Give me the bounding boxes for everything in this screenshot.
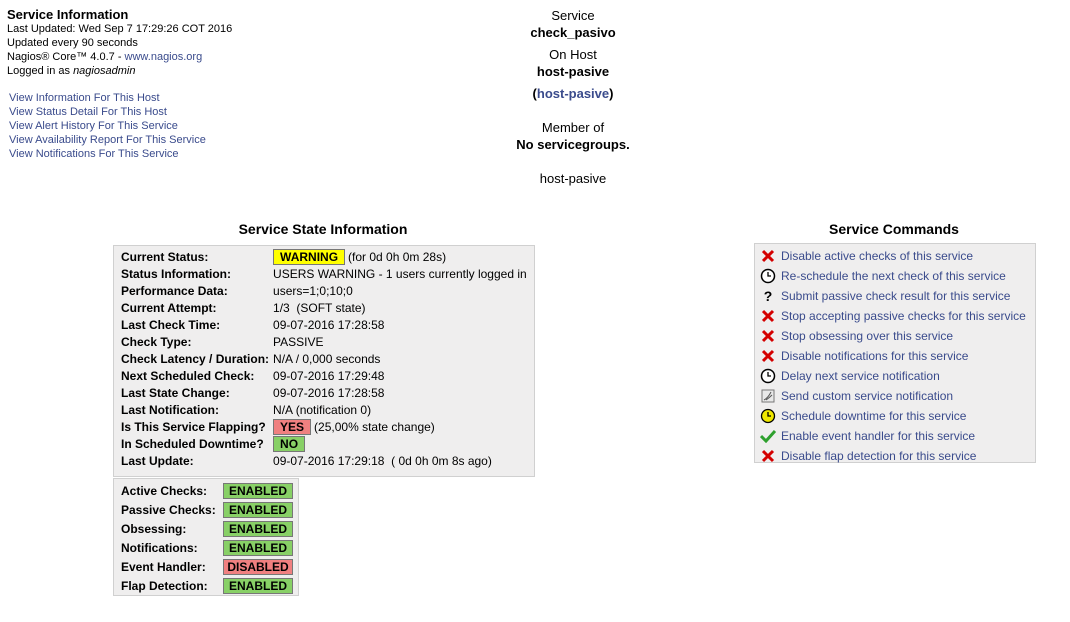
row-label: Passive Checks: [121, 502, 216, 517]
row-value: 09-07-2016 17:28:58 [273, 385, 385, 400]
host-name: host-pasive [536, 64, 610, 79]
flapping-detail: (25,00% state change) [314, 419, 435, 434]
link-notifications[interactable]: View Notifications For This Service [9, 148, 179, 160]
link-host-status[interactable]: View Status Detail For This Host [9, 106, 167, 118]
x-icon [760, 308, 776, 324]
row-label: Is This Service Flapping? [121, 419, 266, 434]
disable-flap-detection-link[interactable]: Disable flap detection for this service [781, 449, 977, 463]
service-info-box [7, 7, 232, 161]
on-host-label: On Host [549, 47, 597, 62]
x-icon [760, 248, 776, 264]
row-label: Status Information: [121, 266, 231, 281]
table-row [119, 576, 295, 595]
nagios-link[interactable]: www.nagios.org [124, 51, 203, 63]
row-value [271, 248, 529, 265]
nagios-prefix: Nagios® Core™ 4.0.7 - [7, 51, 125, 63]
service-name: check_pasivo [530, 25, 616, 40]
row-value [221, 538, 295, 557]
last-updated: Last Updated: Wed Sep 7 17:29:26 COT 2016 [7, 23, 233, 35]
member-value: No servicegroups. [516, 137, 630, 152]
table-row [119, 519, 295, 538]
row-value: 1/3 (SOFT state) [273, 300, 366, 315]
row-label: Next Scheduled Check: [121, 368, 255, 383]
status-badge: WARNING [273, 249, 345, 265]
row-label: Last Notification: [121, 402, 219, 417]
row-label: Notifications: [121, 540, 198, 555]
row-label: In Scheduled Downtime? [121, 436, 264, 451]
status-badge: ENABLED [223, 502, 293, 518]
link-host-info[interactable]: View Information For This Host [9, 92, 160, 104]
row-label: Last Check Time: [121, 317, 221, 332]
row-value: 09-07-2016 17:29:18 ( 0d 0h 0m 8s ago) [273, 453, 492, 468]
table-row [119, 265, 529, 282]
submit-passive-link[interactable]: Submit passive check result for this service [781, 289, 1011, 303]
logged-user: nagiosadmin [73, 65, 136, 77]
stop-obsessing-link[interactable]: Stop obsessing over this service [781, 329, 954, 343]
x-icon [760, 328, 776, 344]
row-label: Last Update: [121, 453, 194, 468]
host-address: host-pasive [539, 171, 607, 186]
custom-notification-link[interactable]: Send custom service notification [781, 389, 954, 403]
host-link[interactable]: host-pasive [536, 86, 610, 101]
table-row [119, 367, 529, 384]
row-label: Current Attempt: [121, 300, 217, 315]
row-label: Last State Change: [121, 385, 230, 400]
member-label: Member of [541, 120, 605, 135]
row-label: Check Latency / Duration: [121, 351, 270, 366]
row-value: 09-07-2016 17:28:58 [273, 317, 385, 332]
row-value: USERS WARNING - 1 users currently logged in [273, 266, 527, 281]
command-item[interactable] [755, 246, 1035, 266]
link-availability[interactable]: View Availability Report For This Service [9, 134, 206, 146]
command-item[interactable] [755, 266, 1035, 286]
checks-status-table [113, 478, 299, 596]
service-state-table [113, 245, 535, 477]
update-interval: Updated every 90 seconds [7, 37, 138, 49]
row-label: Performance Data: [121, 283, 228, 298]
command-item[interactable] [755, 326, 1035, 346]
table-row [119, 401, 529, 418]
table-row [119, 299, 529, 316]
command-item[interactable] [755, 286, 1035, 306]
row-label: Event Handler: [121, 559, 206, 574]
table-row [119, 384, 529, 401]
link-alert-history[interactable]: View Alert History For This Service [9, 120, 178, 132]
command-item[interactable] [755, 366, 1035, 386]
row-label: Flap Detection: [121, 578, 208, 593]
status-badge: ENABLED [223, 540, 293, 556]
paren-close: ) [609, 86, 614, 101]
notify-icon [760, 388, 776, 404]
table-row [119, 282, 529, 299]
status-duration: (for 0d 0h 0m 28s) [348, 249, 447, 264]
service-label: Service [551, 8, 595, 23]
command-item[interactable] [755, 446, 1035, 466]
clock-icon [760, 268, 776, 284]
state-title: Service State Information [238, 221, 408, 237]
command-item[interactable] [755, 426, 1035, 446]
info-title: Service Information [7, 7, 129, 22]
table-row [119, 418, 529, 435]
info-links [9, 91, 232, 161]
x-icon [760, 348, 776, 364]
row-label: Active Checks: [121, 483, 208, 498]
row-value: N/A (notification 0) [273, 402, 372, 417]
enable-event-handler-link[interactable]: Enable event handler for this service [781, 429, 976, 443]
disable-notifications-link[interactable]: Disable notifications for this service [781, 349, 969, 363]
host-link-line [473, 85, 673, 102]
table-row [119, 452, 529, 469]
status-badge: ENABLED [223, 521, 293, 537]
row-value: users=1;0;10;0 [273, 283, 353, 298]
table-row [119, 350, 529, 367]
command-item[interactable] [755, 386, 1035, 406]
status-badge: ENABLED [223, 578, 293, 594]
check-icon [760, 428, 776, 444]
clock-icon [760, 368, 776, 384]
schedule-downtime-link[interactable]: Schedule downtime for this service [781, 409, 967, 423]
row-value: 09-07-2016 17:29:48 [273, 368, 385, 383]
row-value [271, 418, 529, 435]
table-row [119, 435, 529, 452]
disable-active-checks-link[interactable]: Disable active checks of this service [781, 249, 974, 263]
row-label: Obsessing: [121, 521, 187, 536]
service-host-header [473, 7, 673, 187]
nagios-version [7, 50, 232, 64]
service-commands [754, 243, 1036, 463]
paren-open: ( [532, 86, 537, 101]
row-value [221, 519, 295, 538]
delay-notification-link[interactable]: Delay next service notification [781, 369, 940, 383]
table-row [119, 248, 529, 265]
command-item[interactable] [755, 346, 1035, 366]
row-value [221, 557, 295, 576]
row-label: Check Type: [121, 334, 192, 349]
downtime-icon [760, 408, 776, 424]
flapping-badge: YES [273, 419, 311, 435]
status-badge: DISABLED [223, 559, 293, 575]
x-icon [760, 448, 776, 464]
row-value: N/A / 0,000 seconds [273, 351, 381, 366]
stop-passive-link[interactable]: Stop accepting passive checks for this service [781, 309, 1026, 323]
table-row [119, 538, 295, 557]
table-row [119, 481, 295, 500]
logged-prefix: Logged in as [7, 65, 74, 77]
logged-in [7, 64, 232, 78]
downtime-badge: NO [273, 436, 305, 452]
table-row [119, 500, 295, 519]
status-badge: ENABLED [223, 483, 293, 499]
row-value [221, 481, 295, 500]
row-value [221, 576, 295, 595]
commands-title: Service Commands [829, 221, 959, 237]
table-row [119, 557, 295, 576]
command-item[interactable] [755, 406, 1035, 426]
row-value [271, 435, 529, 452]
question-icon: ? [763, 288, 773, 304]
command-item[interactable] [755, 306, 1035, 326]
table-row [119, 333, 529, 350]
row-value: PASSIVE [273, 334, 324, 349]
row-label: Current Status: [121, 249, 209, 264]
row-value [221, 500, 295, 519]
reschedule-check-link[interactable]: Re-schedule the next check of this service [781, 269, 1006, 283]
table-row [119, 316, 529, 333]
